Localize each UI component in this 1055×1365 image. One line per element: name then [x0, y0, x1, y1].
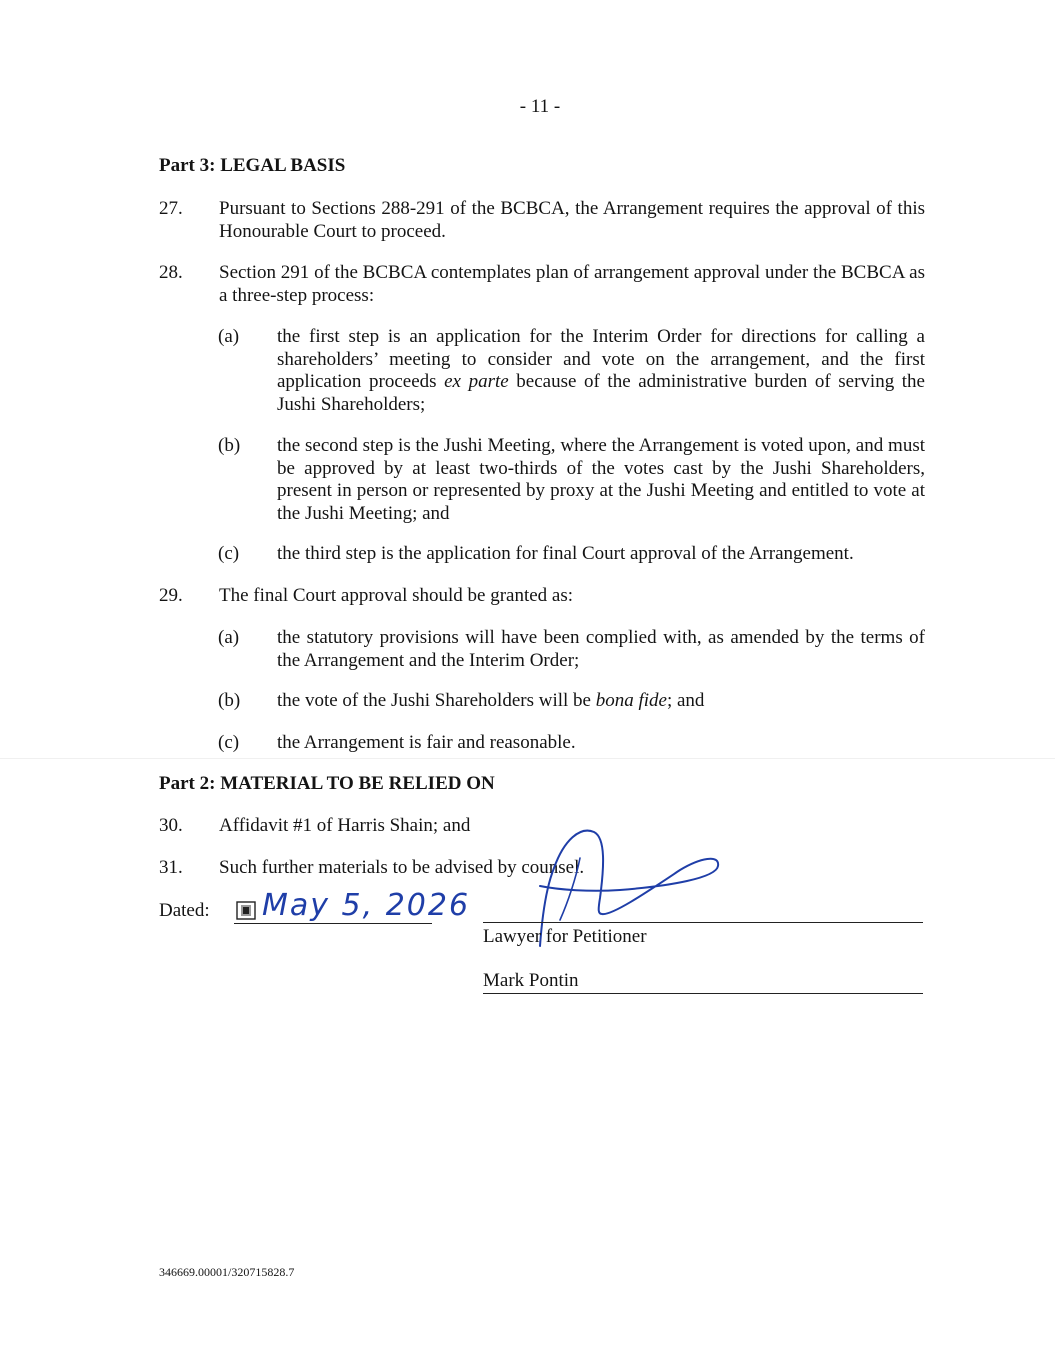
dated-label: Dated:: [159, 900, 210, 921]
part3-heading: Part 3: LEGAL BASIS: [159, 155, 346, 176]
signatory-name: Mark Pontin: [483, 970, 579, 991]
paragraph-text: Such further materials to be advised by counsel.: [219, 857, 585, 878]
signature-line: [483, 922, 923, 923]
subparagraph-label: (a): [218, 326, 240, 347]
subparagraph-text: the vote of the Jushi Shareholders will be bona fide; and: [277, 690, 705, 711]
page-number: - 11 -: [519, 96, 561, 117]
subparagraph-text: the Arrangement is fair and reasonable.: [277, 732, 576, 753]
paragraph-number: 30.: [159, 815, 183, 836]
name-line: [483, 993, 923, 994]
paragraph-text: Section 291 of the BCBCA contemplates plan of arrangement approval under the BCBCA as a three-step process:: [219, 262, 925, 306]
document-id-footer: 346669.00001/320715828.7: [159, 1265, 295, 1279]
subparagraph-text: the second step is the Jushi Meeting, where the Arrangement is voted upon, and must be approved by at least two-thirds of the votes cast by the Jushi Shareholders, present in person or represented by proxy at the Jushi Meeting and entitled to vote at the Jushi Meeting; and: [277, 435, 925, 524]
paragraph-number: 27.: [159, 198, 183, 219]
paragraph-27: [159, 198, 925, 243]
subparagraph-label: (c): [218, 732, 240, 753]
subparagraph-29c: [218, 732, 925, 755]
paragraph-29: [159, 585, 925, 608]
subparagraph-label: (c): [218, 543, 240, 564]
scan-artifact-line: [0, 758, 1055, 759]
subparagraph-28a: [218, 326, 925, 416]
subparagraph-text: the first step is an application for the Interim Order for directions for calling a shareholders’ meeting to consider and vote on the arrangement, and the first application proceeds ex parte because of the administrative burden of serving the Jushi Shareholders;: [277, 326, 925, 415]
paragraph-text: The final Court approval should be granted as:: [219, 585, 574, 606]
paragraph-number: 29.: [159, 585, 183, 606]
subparagraph-text: the statutory provisions will have been complied with, as amended by the terms of the Arrangement and the Interim Order;: [277, 627, 925, 671]
subparagraph-label: (a): [218, 627, 240, 648]
subparagraph-label: (b): [218, 435, 241, 456]
subparagraph-label: (b): [218, 690, 241, 711]
part2-heading: Part 2: MATERIAL TO BE RELIED ON: [159, 773, 495, 794]
paragraph-text: Pursuant to Sections 288-291 of the BCBCA, the Arrangement requires the approval of this Honourable Court to proceed.: [219, 198, 925, 242]
handwritten-date: May 5, 2026: [262, 888, 471, 923]
paragraph-number: 28.: [159, 262, 183, 283]
subparagraph-28b: [218, 435, 925, 525]
subparagraph-29a: [218, 627, 925, 672]
signatory-role: Lawyer for Petitioner: [483, 926, 647, 947]
paragraph-28: [159, 262, 925, 307]
paragraph-number: 31.: [159, 857, 183, 878]
paragraph-text: Affidavit #1 of Harris Shain; and: [219, 815, 471, 836]
subparagraph-text: the third step is the application for final Court approval of the Arrangement.: [277, 543, 854, 564]
checkbox-stamp-icon: [236, 901, 256, 920]
subparagraph-29b: [218, 690, 925, 713]
subparagraph-28c: [218, 543, 925, 566]
date-line: [234, 923, 432, 924]
